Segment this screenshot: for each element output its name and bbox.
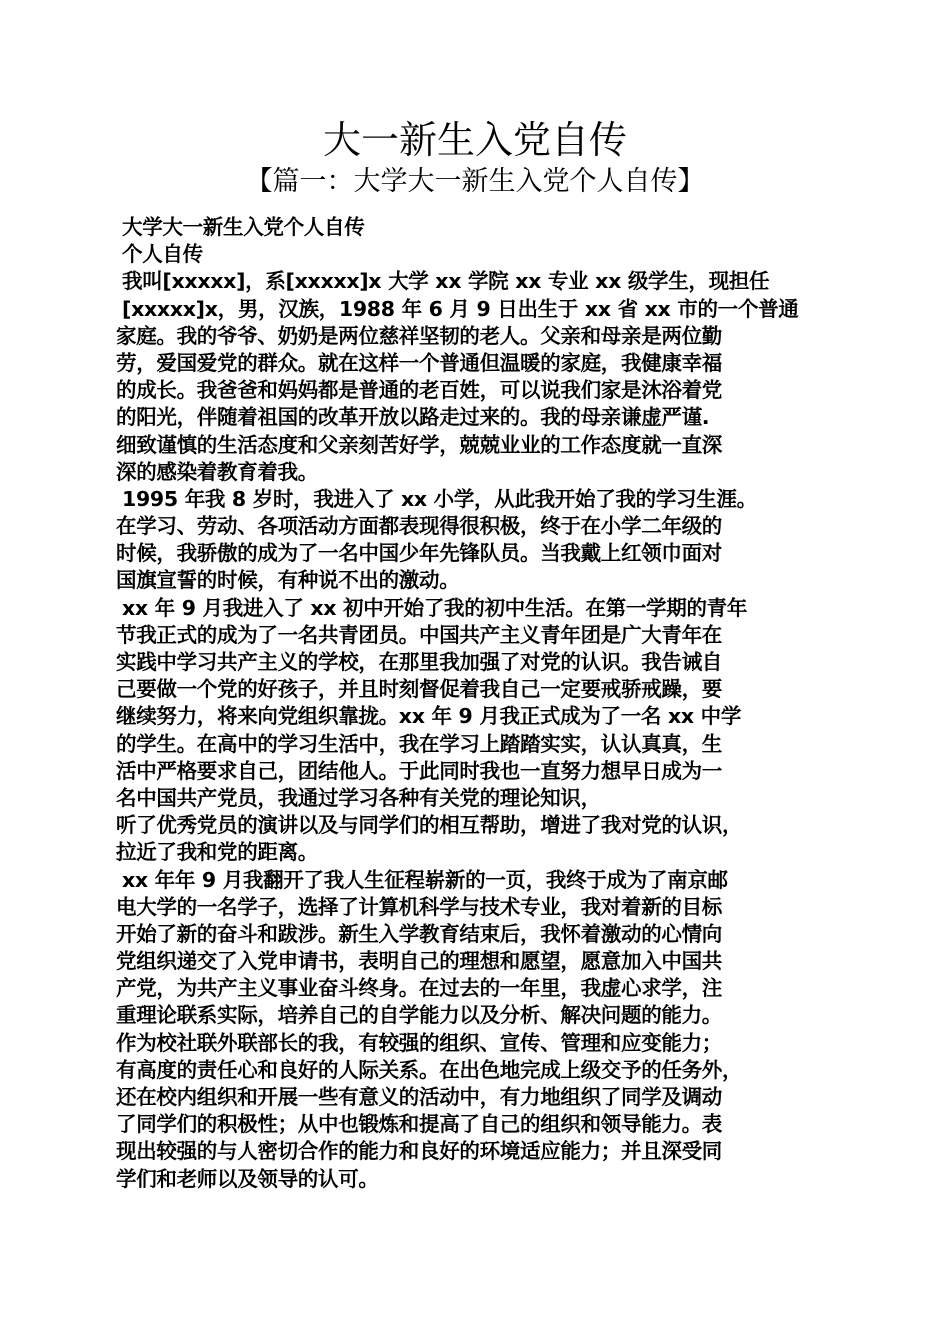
paragraph-line: 的学生。在高中的学习生活中，我在学习上踏踏实实，认认真真，生 — [116, 731, 722, 756]
paragraph-line: 的成长。我爸爸和妈妈都是普通的老百姓，可以说我们家是沐浴着党 — [116, 378, 722, 403]
paragraph-line: xx 年 9 月我进入了 xx 初中开始了我的初中生活。在第一学期的青年 — [122, 595, 748, 620]
paragraph-line: 在学习、劳动、各项活动方面都表现得很积极，终于在小学二年级的 — [116, 514, 722, 539]
paragraph-line: 细致谨慎的生活态度和父亲刻苦好学，兢兢业业的工作态度就一直深 — [116, 432, 722, 457]
paragraph-line: 时候，我骄傲的成为了一名中国少年先锋队员。当我戴上红领巾面对 — [116, 541, 722, 566]
paragraph-line: 现出较强的与人密切合作的能力和良好的环境适应能力；并且深受同 — [116, 1139, 722, 1164]
paragraph-line: 听了优秀党员的演讲以及与同学们的相互帮助，增进了我对党的认识， — [116, 813, 743, 838]
paragraph-line: 学们和老师以及领导的认可。 — [116, 1166, 379, 1191]
paragraph-line: 拉近了我和党的距离。 — [116, 840, 318, 865]
paragraph-line: 还在校内组织和开展一些有意义的活动中，有力地组织了同学及调动 — [116, 1085, 722, 1109]
paragraph-line: 1995 年我 8 岁时，我进入了 xx 小学，从此我开始了我的学习生涯。 — [122, 486, 757, 511]
paragraph-line: 党组织递交了入党申请书，表明自己的理想和愿望，愿意加入中国共 — [116, 949, 722, 974]
paragraph-line: 有高度的责任心和良好的人际关系。在出色地完成上级交予的任务外， — [116, 1057, 743, 1082]
paragraph-line: 家庭。我的爷爷、奶奶是两位慈祥坚韧的老人。父亲和母亲是两位勤 — [116, 323, 722, 348]
section-heading: 大学大一新生入党个人自传 — [122, 215, 365, 239]
paragraph-line: 劳，爱国爱党的群众。就在这样一个普通但温暖的家庭，我健康幸福 — [116, 350, 722, 375]
paragraph-line: 我叫[xxxxx]，系[xxxxx]x 大学 xx 学院 xx 专业 xx 级学生，现担任 — [122, 269, 770, 294]
paragraph-line: 深的感染着教育着我。 — [116, 459, 318, 484]
paragraph-line: 实践中学习共产主义的学校，在那里我加强了对党的认识。我告诫自 — [116, 650, 722, 674]
paragraph-line: 己要做一个党的好孩子，并且时刻督促着我自己一定要戒骄戒躁，要 — [116, 677, 722, 702]
paragraph-line: 电大学的一名学子，选择了计算机科学与技术专业，我对着新的目标 — [116, 894, 722, 919]
paragraph-line: [xxxxx]x，男，汉族，1988 年 6 月 9 日出生于 xx 省 xx 市的一个普通 — [122, 296, 799, 321]
paragraph-line: 活中严格要求自己，团结他人。于此同时我也一直努力想早日成为一 — [116, 758, 722, 783]
paragraph-line: 的阳光，伴随着祖国的改革开放以路走过来的。我的母亲谦虚严谨. — [116, 405, 710, 430]
section-subheading: 个人自传 — [122, 242, 203, 267]
paragraph-line: 了同学们的积极性；从中也锻炼和提高了自己的组织和领导能力。表 — [116, 1112, 722, 1137]
paragraph-line: 开始了新的奋斗和跋涉。新生入学教育结束后，我怀着激动的心情向 — [116, 921, 722, 946]
paragraph-line: 作为校社联外联部长的我，有较强的组织、宣传、管理和应变能力； — [116, 1030, 722, 1055]
document-body — [116, 214, 840, 1193]
paragraph-line: 名中国共产党员，我通过学习各种有关党的理论知识， — [116, 785, 601, 810]
paragraph-line: 产党，为共产主义事业奋斗终身。在过去的一年里，我虚心求学，注 — [116, 976, 722, 1001]
paragraph-line: 国旗宣誓的时候，有种说不出的激动。 — [116, 568, 460, 593]
paragraph-line: 节我正式的成为了一名共青团员。中国共产主义青年团是广大青年在 — [116, 622, 722, 647]
paragraph-line: 重理论联系实际，培养自己的自学能力以及分析、解决问题的能力。 — [116, 1003, 722, 1028]
document-subtitle: 【篇一：大学大一新生入党个人自传】 — [245, 166, 705, 197]
paragraph-line: 继续努力，将来向党组织靠拢。xx 年 9 月我正式成为了一名 xx 中学 — [116, 704, 742, 729]
document-title: 大一新生入党自传 — [322, 118, 627, 162]
paragraph-line: xx 年年 9 月我翻开了我人生征程崭新的一页，我终于成为了南京邮 — [122, 867, 728, 892]
